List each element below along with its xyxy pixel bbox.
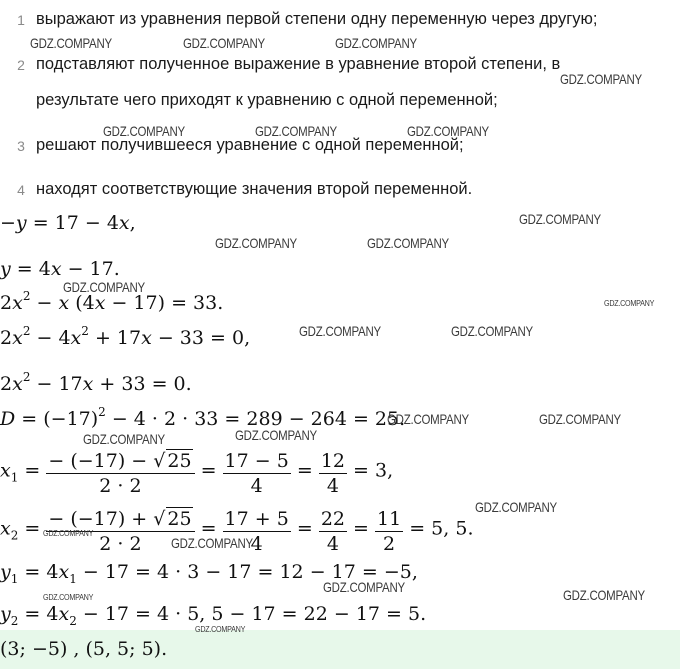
math-text: (4	[69, 292, 95, 314]
step-text-line-1: подставляют полученное выражение в уравнение второй степени, в	[36, 55, 561, 73]
math-text: 2	[0, 373, 13, 395]
math-text: − (−17) +	[48, 508, 154, 530]
math-text: + 17	[88, 327, 142, 349]
math-subscript: 1	[69, 572, 77, 586]
watermark: GDZ.COMPANY	[215, 235, 297, 251]
math-text: − 17.	[61, 258, 120, 280]
math-variable: x	[141, 327, 152, 349]
sqrt-sign: √	[153, 508, 166, 530]
math-text: − 17) = 33.	[105, 292, 224, 314]
math-text: = (−17)	[15, 408, 99, 430]
math-variable: y	[0, 603, 11, 625]
math-text: = 4	[10, 258, 51, 280]
math-text: ,	[129, 212, 136, 234]
math-exponent: 2	[22, 370, 31, 384]
math-variable: x	[82, 373, 94, 395]
sqrt-radicand: 25	[167, 508, 192, 530]
fraction	[46, 449, 194, 498]
math-variable: x	[12, 292, 23, 314]
math-variable: x	[12, 373, 23, 395]
math-text: 2	[0, 292, 13, 314]
math-variable: x	[118, 212, 130, 234]
math-text: =	[290, 517, 319, 540]
watermark: GDZ.COMPANY	[235, 427, 317, 443]
math-text: + 33 = 0.	[93, 373, 192, 395]
math-text: =	[347, 517, 375, 540]
math-text: = 17 − 4	[26, 212, 119, 234]
watermark: GDZ.COMPANY	[451, 323, 533, 339]
watermark: GDZ.COMPANY	[83, 431, 165, 447]
fraction-numerator: 17 − 5	[224, 450, 289, 472]
math-exponent: 2	[98, 405, 106, 419]
watermark: GDZ.COMPANY	[183, 35, 265, 51]
math-text: = 4	[18, 603, 59, 625]
watermark: GDZ.COMPANY	[195, 625, 246, 634]
fraction-denominator: 2	[375, 531, 403, 556]
math-variable: x	[58, 561, 70, 583]
math-variable: D	[0, 408, 16, 430]
math-variable: y	[0, 561, 11, 583]
watermark: GDZ.COMPANY	[103, 123, 185, 139]
math-text: − 17 = 4 · 5, 5 − 17 = 22 − 17 = 5.	[76, 603, 427, 625]
math-text: =	[194, 517, 223, 540]
math-variable: x	[50, 258, 62, 280]
math-variable: x	[58, 292, 70, 314]
watermark: GDZ.COMPANY	[63, 279, 145, 295]
fraction-numerator: 11	[377, 508, 402, 530]
watermark: GDZ.COMPANY	[30, 35, 112, 51]
fraction-denominator: 4	[223, 473, 291, 498]
sqrt-sign: √	[153, 450, 166, 472]
fraction-denominator: 2 · 2	[46, 473, 194, 498]
step-text-line-2: результате чего приходят к уравнению с одной переменной;	[36, 91, 498, 109]
watermark: GDZ.COMPANY	[519, 211, 601, 227]
watermark: GDZ.COMPANY	[560, 71, 642, 87]
math-text: = 5, 5.	[403, 517, 474, 540]
step-text: находят соответствующие значения второй переменной.	[36, 180, 473, 198]
math-text: − 4 · 2 · 33 = 289 − 264 = 25.	[105, 408, 406, 430]
equation-line-3	[0, 289, 224, 314]
watermark: GDZ.COMPANY	[43, 529, 94, 538]
math-variable: x	[12, 327, 23, 349]
watermark: GDZ.COMPANY	[299, 323, 381, 339]
math-text: −	[30, 292, 59, 314]
math-text: =	[194, 459, 223, 482]
fraction-numerator: 12	[320, 450, 345, 472]
fraction	[375, 507, 403, 556]
step-number: 1	[17, 12, 25, 28]
math-text: = 4	[18, 561, 59, 583]
watermark: GDZ.COMPANY	[475, 499, 557, 515]
equation-line-4	[0, 324, 251, 349]
math-text: − (−17) −	[48, 450, 154, 472]
sqrt-radicand: 25	[167, 450, 192, 472]
math-variable: x	[94, 292, 106, 314]
fraction	[319, 507, 347, 556]
math-variable: x	[70, 327, 82, 349]
fraction-numerator	[46, 507, 194, 531]
math-text: = 3,	[347, 459, 394, 482]
fraction-denominator: 2 · 2	[46, 531, 194, 556]
step-number: 4	[17, 182, 25, 198]
math-subscript: 2	[69, 614, 77, 628]
step-text: решают получившееся уравнение с одной переменной;	[36, 136, 464, 154]
fraction-denominator: 4	[319, 473, 347, 498]
fraction-numerator: 22	[320, 508, 345, 530]
equation-line-1	[0, 212, 136, 234]
watermark: GDZ.COMPANY	[171, 535, 253, 551]
math-text: − 17	[30, 373, 83, 395]
math-subscript: 1	[10, 470, 19, 485]
math-text: − 4	[30, 327, 71, 349]
fraction-numerator	[46, 449, 194, 473]
math-text: − 17 = 4 · 3 − 17 = 12 − 17 = −5,	[76, 561, 418, 583]
discriminant-line	[0, 405, 406, 430]
math-text: =	[290, 459, 319, 482]
watermark: GDZ.COMPANY	[387, 411, 469, 427]
math-variable: y	[15, 212, 27, 234]
watermark: GDZ.COMPANY	[367, 235, 449, 251]
watermark: GDZ.COMPANY	[604, 299, 655, 308]
step-number: 2	[17, 57, 25, 73]
answer-box	[0, 630, 680, 669]
math-text: − 33 = 0,	[151, 327, 251, 349]
math-variable: x	[58, 603, 70, 625]
watermark: GDZ.COMPANY	[563, 587, 645, 603]
math-subscript: 2	[10, 528, 19, 543]
math-text: =	[18, 517, 47, 540]
fraction	[319, 449, 347, 498]
step-number: 3	[17, 138, 25, 154]
fraction-numerator: 17 + 5	[224, 508, 289, 530]
math-text: =	[18, 459, 47, 482]
math-text: −	[0, 212, 16, 234]
watermark: GDZ.COMPANY	[43, 593, 94, 602]
watermark: GDZ.COMPANY	[539, 411, 621, 427]
math-text: 2	[0, 327, 13, 349]
math-subscript: 2	[10, 614, 19, 628]
step-text: выражают из уравнения первой степени одну переменную через другую;	[36, 10, 598, 28]
math-variable: y	[0, 258, 11, 280]
answer-text: (3; −5) , (5, 5; 5).	[0, 638, 168, 660]
root-x1-line	[0, 447, 393, 496]
math-variable: x	[0, 459, 11, 482]
math-exponent: 2	[22, 289, 31, 303]
fraction-denominator: 4	[223, 531, 291, 556]
math-variable: x	[0, 517, 11, 540]
math-exponent: 2	[81, 324, 89, 338]
fraction	[223, 449, 291, 498]
watermark: GDZ.COMPANY	[255, 123, 337, 139]
math-subscript: 1	[10, 572, 19, 586]
equation-line-2	[0, 258, 120, 280]
math-exponent: 2	[22, 324, 31, 338]
equation-line-5	[0, 370, 192, 395]
watermark: GDZ.COMPANY	[335, 35, 417, 51]
fraction-denominator: 4	[319, 531, 347, 556]
watermark: GDZ.COMPANY	[323, 579, 405, 595]
value-y2-line	[0, 603, 427, 628]
watermark: GDZ.COMPANY	[407, 123, 489, 139]
